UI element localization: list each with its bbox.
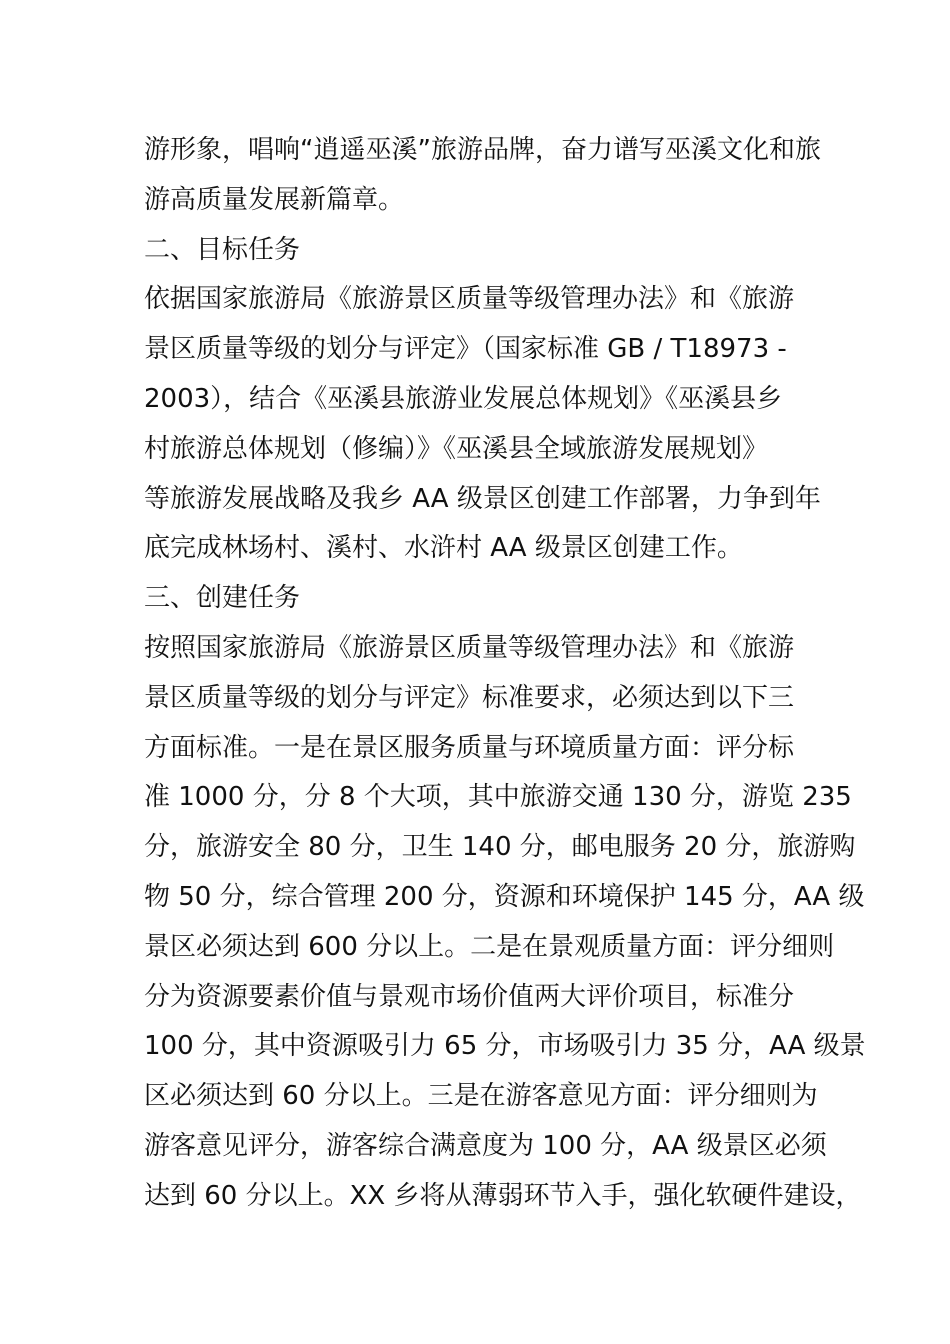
paragraph-line: 2003），结合《巫溪县旅游业发展总体规划》《巫溪县乡 — [144, 383, 783, 414]
paragraph-line: 等旅游发展战略及我乡 AA 级景区创建工作部署，力争到年 — [144, 483, 821, 514]
paragraph-line: 景区质量等级的划分与评定》标准要求，必须达到以下三 — [144, 682, 795, 713]
paragraph-line: 依据国家旅游局《旅游景区质量等级管理办法》和《旅游 — [144, 284, 795, 315]
paragraph-line: 方面标准。一是在景区服务质量与环境质量方面：评分标 — [144, 732, 795, 763]
paragraph-line: 准 1000 分，分 8 个大项，其中旅游交通 130 分，游览 235 — [144, 782, 852, 813]
paragraph-line: 100 分，其中资源吸引力 65 分，市场吸引力 35 分，AA 级景 — [144, 1031, 866, 1062]
paragraph-line: 游形象，唱响“逍遥巫溪”旅游品牌，奋力谱写巫溪文化和旅 — [144, 135, 821, 165]
section-heading: 三、创建任务 — [144, 583, 301, 614]
paragraph-line: 按照国家旅游局《旅游景区质量等级管理办法》和《旅游 — [144, 632, 795, 663]
paragraph-line: 分，旅游安全 80 分，卫生 140 分，邮电服务 20 分，旅游购 — [144, 832, 856, 863]
paragraph-line: 游客意见评分，游客综合满意度为 100 分，AA 级景区必须 — [144, 1130, 827, 1161]
paragraph-line: 底完成林场村、溪村、水浒村 AA 级景区创建工作。 — [144, 533, 743, 564]
paragraph-line: 分为资源要素价值与景观市场价值两大评价项目，标准分 — [144, 981, 795, 1012]
paragraph-line: 物 50 分，综合管理 200 分，资源和环境保护 145 分，AA 级 — [144, 881, 865, 912]
paragraph-line: 区必须达到 60 分以上。三是在游客意见方面：评分细则为 — [144, 1081, 818, 1112]
section-heading: 二、目标任务 — [144, 234, 301, 265]
paragraph-line: 村旅游总体规划（修编）》《巫溪县全域旅游发展规划》 — [144, 433, 769, 464]
paragraph-line: 景区必须达到 600 分以上。二是在景观质量方面：评分细则 — [144, 931, 835, 962]
paragraph-line: 景区质量等级的划分与评定》（国家标准 GB / T18973 - — [144, 334, 787, 365]
paragraph-line: 游高质量发展新篇章。 — [144, 184, 405, 215]
paragraph-line: 达到 60 分以上。XX 乡将从薄弱环节入手，强化软硬件建设， — [144, 1180, 862, 1211]
document-body — [144, 126, 866, 1222]
